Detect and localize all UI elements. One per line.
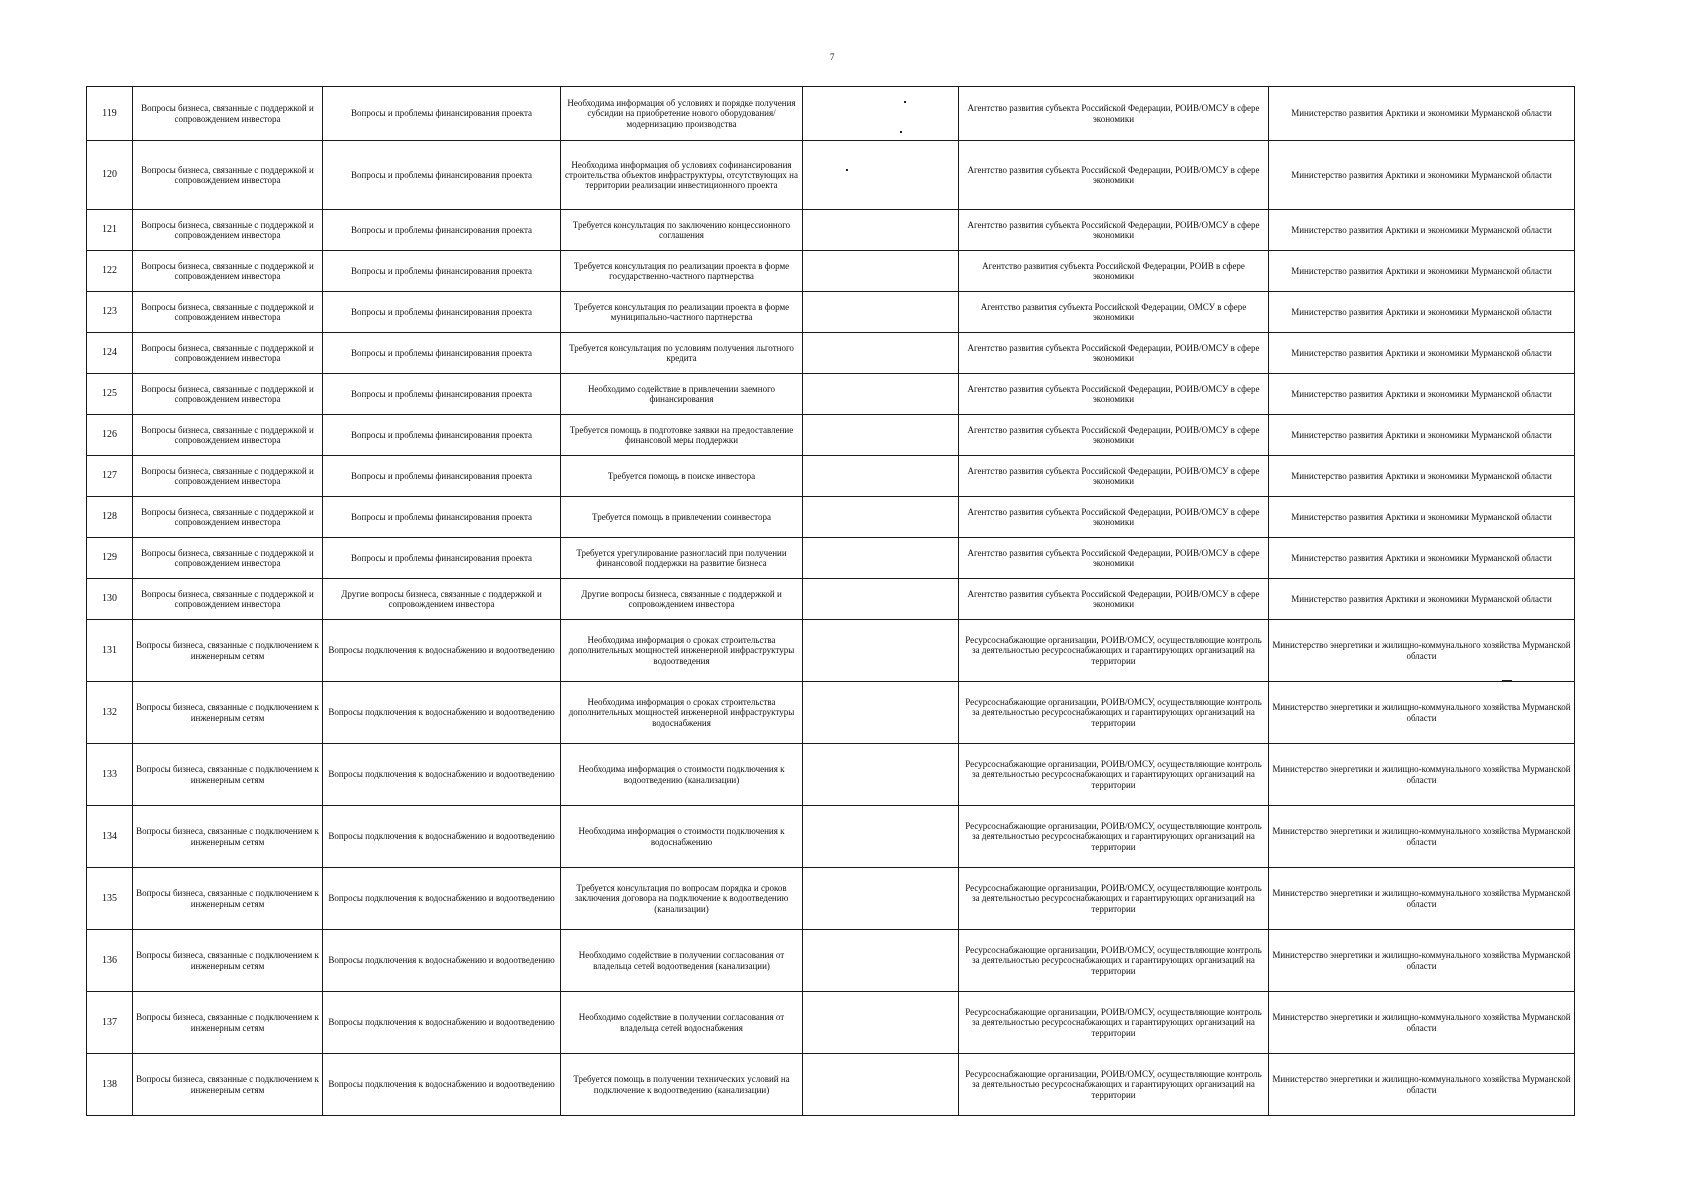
request-cell: Требуется консультация по вопросам порядка и сроков заключения договора на подключение к водоотведению (канализации) [561,868,803,930]
topic-cell: Вопросы и проблемы финансирования проекта [323,456,561,497]
row-number: 123 [87,292,133,333]
category-cell: Вопросы бизнеса, связанные с подключением к инженерным сетям [133,930,323,992]
row-number: 124 [87,333,133,374]
table-row [87,744,1575,806]
responsible-cell: Агентство развития субъекта Российской Федерации, РОИВ/ОМСУ в сфере экономики [959,87,1269,141]
empty-cell [803,141,959,210]
request-cell: Необходима информация об условиях софинансирования строительства объектов инфраструктуры, отсутствующих на территории реализации инвестиционного проекта [561,141,803,210]
row-number: 129 [87,538,133,579]
category-cell: Вопросы бизнеса, связанные с поддержкой и сопровождением инвестора [133,538,323,579]
request-cell: Необходима информация о сроках строительства дополнительных мощностей инженерной инфраструктуры водоснабжения [561,682,803,744]
registry-body [87,87,1575,1116]
table-row [87,87,1575,141]
ministry-cell: Министерство развития Арктики и экономики Мурманской области [1269,87,1575,141]
table-row [87,868,1575,930]
table-row [87,579,1575,620]
category-cell: Вопросы бизнеса, связанные с поддержкой и сопровождением инвестора [133,374,323,415]
row-number: 121 [87,210,133,251]
category-cell: Вопросы бизнеса, связанные с поддержкой и сопровождением инвестора [133,210,323,251]
responsible-cell: Агентство развития субъекта Российской Федерации, РОИВ/ОМСУ в сфере экономики [959,579,1269,620]
topic-cell: Вопросы подключения к водоснабжению и водоотведению [323,992,561,1054]
responsible-cell: Агентство развития субъекта Российской Федерации, РОИВ/ОМСУ в сфере экономики [959,141,1269,210]
topic-cell: Вопросы подключения к водоснабжению и водоотведению [323,744,561,806]
category-cell: Вопросы бизнеса, связанные с поддержкой и сопровождением инвестора [133,251,323,292]
topic-cell: Вопросы подключения к водоснабжению и водоотведению [323,682,561,744]
empty-cell [803,333,959,374]
ministry-cell: Министерство развития Арктики и экономики Мурманской области [1269,374,1575,415]
row-number: 131 [87,620,133,682]
ministry-cell: Министерство развития Арктики и экономики Мурманской области [1269,292,1575,333]
category-cell: Вопросы бизнеса, связанные с поддержкой и сопровождением инвестора [133,456,323,497]
table-row [87,141,1575,210]
table-row [87,806,1575,868]
topic-cell: Вопросы подключения к водоснабжению и водоотведению [323,868,561,930]
category-cell: Вопросы бизнеса, связанные с подключением к инженерным сетям [133,620,323,682]
table-row [87,292,1575,333]
empty-cell [803,292,959,333]
category-cell: Вопросы бизнеса, связанные с поддержкой и сопровождением инвестора [133,141,323,210]
row-number: 137 [87,992,133,1054]
ministry-cell: Министерство энергетики и жилищно-коммунального хозяйства Мурманской области [1269,1054,1575,1116]
request-cell: Требуется консультация по реализации проекта в форме государственно-частного партнерства [561,251,803,292]
responsible-cell: Ресурсоснабжающие организации, РОИВ/ОМСУ, осуществляющие контроль за деятельностью ресурсоснабжающих и гарантирующих организаций на территории [959,930,1269,992]
table-row [87,210,1575,251]
table-row [87,497,1575,538]
topic-cell: Вопросы и проблемы финансирования проекта [323,141,561,210]
category-cell: Вопросы бизнеса, связанные с поддержкой и сопровождением инвестора [133,87,323,141]
row-number: 122 [87,251,133,292]
request-cell: Требуется урегулирование разногласий при получении финансовой поддержки на развитие бизнеса [561,538,803,579]
responsible-cell: Ресурсоснабжающие организации, РОИВ/ОМСУ, осуществляющие контроль за деятельностью ресурсоснабжающих и гарантирующих организаций на территории [959,744,1269,806]
ministry-cell: Министерство энергетики и жилищно-коммунального хозяйства Мурманской области [1269,868,1575,930]
ministry-cell: Министерство энергетики и жилищно-коммунального хозяйства Мурманской области [1269,620,1575,682]
category-cell: Вопросы бизнеса, связанные с поддержкой и сопровождением инвестора [133,333,323,374]
row-number: 132 [87,682,133,744]
ministry-cell: Министерство развития Арктики и экономики Мурманской области [1269,141,1575,210]
topic-cell: Вопросы подключения к водоснабжению и водоотведению [323,806,561,868]
ministry-cell: Министерство развития Арктики и экономики Мурманской области [1269,210,1575,251]
category-cell: Вопросы бизнеса, связанные с поддержкой и сопровождением инвестора [133,579,323,620]
request-cell: Требуется консультация по реализации проекта в форме муниципально-частного партнерства [561,292,803,333]
request-cell: Необходима информация о сроках строительства дополнительных мощностей инженерной инфраструктуры водоотведения [561,620,803,682]
empty-cell [803,992,959,1054]
request-cell: Требуется консультация по условиям получения льготного кредита [561,333,803,374]
ministry-cell: Министерство развития Арктики и экономики Мурманской области [1269,579,1575,620]
ministry-cell: Министерство энергетики и жилищно-коммунального хозяйства Мурманской области [1269,806,1575,868]
request-cell: Требуется консультация по заключению концессионного соглашения [561,210,803,251]
request-cell: Требуется помощь в подготовке заявки на предоставление финансовой меры поддержки [561,415,803,456]
responsible-cell: Ресурсоснабжающие организации, РОИВ/ОМСУ, осуществляющие контроль за деятельностью ресурсоснабжающих и гарантирующих организаций на территории [959,1054,1269,1116]
request-cell: Требуется помощь в поиске инвестора [561,456,803,497]
empty-cell [803,620,959,682]
empty-cell [803,87,959,141]
ministry-cell: Министерство развития Арктики и экономики Мурманской области [1269,333,1575,374]
empty-cell [803,1054,959,1116]
table-row [87,456,1575,497]
ministry-cell: Министерство энергетики и жилищно-коммунального хозяйства Мурманской области [1269,930,1575,992]
category-cell: Вопросы бизнеса, связанные с подключением к инженерным сетям [133,992,323,1054]
category-cell: Вопросы бизнеса, связанные с подключением к инженерным сетям [133,682,323,744]
page-number: 7 [830,52,835,62]
row-number: 135 [87,868,133,930]
empty-cell [803,744,959,806]
ministry-cell: Министерство развития Арктики и экономики Мурманской области [1269,251,1575,292]
topic-cell: Вопросы и проблемы финансирования проекта [323,374,561,415]
responsible-cell: Ресурсоснабжающие организации, РОИВ/ОМСУ, осуществляющие контроль за деятельностью ресурсоснабжающих и гарантирующих организаций на территории [959,992,1269,1054]
ministry-cell: Министерство развития Арктики и экономики Мурманской области [1269,497,1575,538]
row-number: 136 [87,930,133,992]
row-number: 120 [87,141,133,210]
responsible-cell: Ресурсоснабжающие организации, РОИВ/ОМСУ, осуществляющие контроль за деятельностью ресурсоснабжающих и гарантирующих организаций на территории [959,806,1269,868]
responsible-cell: Ресурсоснабжающие организации, РОИВ/ОМСУ, осуществляющие контроль за деятельностью ресурсоснабжающих и гарантирующих организаций на территории [959,620,1269,682]
ministry-cell: Министерство развития Арктики и экономики Мурманской области [1269,538,1575,579]
empty-cell [803,497,959,538]
topic-cell: Вопросы и проблемы финансирования проекта [323,251,561,292]
row-number: 133 [87,744,133,806]
category-cell: Вопросы бизнеса, связанные с поддержкой и сопровождением инвестора [133,497,323,538]
row-number: 128 [87,497,133,538]
topic-cell: Вопросы и проблемы финансирования проекта [323,333,561,374]
request-cell: Требуется помощь в получении технических условий на подключение к водоотведению (канализации) [561,1054,803,1116]
empty-cell [803,210,959,251]
responsible-cell: Ресурсоснабжающие организации, РОИВ/ОМСУ, осуществляющие контроль за деятельностью ресурсоснабжающих и гарантирующих организаций на территории [959,682,1269,744]
table-row [87,992,1575,1054]
category-cell: Вопросы бизнеса, связанные с подключением к инженерным сетям [133,744,323,806]
request-cell: Необходимо содействие в привлечении заемного финансирования [561,374,803,415]
topic-cell: Вопросы и проблемы финансирования проекта [323,87,561,141]
row-number: 126 [87,415,133,456]
category-cell: Вопросы бизнеса, связанные с поддержкой и сопровождением инвестора [133,292,323,333]
responsible-cell: Агентство развития субъекта Российской Федерации, РОИВ/ОМСУ в сфере экономики [959,374,1269,415]
row-number: 138 [87,1054,133,1116]
empty-cell [803,579,959,620]
table-row [87,620,1575,682]
topic-cell: Вопросы подключения к водоснабжению и водоотведению [323,1054,561,1116]
ministry-cell: Министерство развития Арктики и экономики Мурманской области [1269,456,1575,497]
request-cell: Требуется помощь в привлечении соинвестора [561,497,803,538]
row-number: 134 [87,806,133,868]
table-row [87,333,1575,374]
category-cell: Вопросы бизнеса, связанные с подключением к инженерным сетям [133,806,323,868]
ministry-cell: Министерство энергетики и жилищно-коммунального хозяйства Мурманской области [1269,992,1575,1054]
topic-cell: Вопросы и проблемы финансирования проекта [323,538,561,579]
request-cell: Другие вопросы бизнеса, связанные с поддержкой и сопровождением инвестора [561,579,803,620]
request-cell: Необходима информация об условиях и порядке получения субсидии на приобретение нового оборудования/модернизацию производства [561,87,803,141]
table-row [87,538,1575,579]
empty-cell [803,538,959,579]
empty-cell [803,415,959,456]
registry-table [86,86,1575,1116]
topic-cell: Вопросы и проблемы финансирования проекта [323,497,561,538]
responsible-cell: Агентство развития субъекта Российской Федерации, РОИВ/ОМСУ в сфере экономики [959,497,1269,538]
category-cell: Вопросы бизнеса, связанные с подключением к инженерным сетям [133,868,323,930]
responsible-cell: Агентство развития субъекта Российской Федерации, РОИВ/ОМСУ в сфере экономики [959,538,1269,579]
ministry-cell: Министерство развития Арктики и экономики Мурманской области [1269,415,1575,456]
responsible-cell: Агентство развития субъекта Российской Федерации, РОИВ/ОМСУ в сфере экономики [959,415,1269,456]
category-cell: Вопросы бизнеса, связанные с подключением к инженерным сетям [133,1054,323,1116]
category-cell: Вопросы бизнеса, связанные с поддержкой и сопровождением инвестора [133,415,323,456]
empty-cell [803,682,959,744]
table-row [87,930,1575,992]
ministry-cell: Министерство энергетики и жилищно-коммунального хозяйства Мурманской области [1269,682,1575,744]
responsible-cell: Агентство развития субъекта Российской Федерации, РОИВ в сфере экономики [959,251,1269,292]
empty-cell [803,930,959,992]
request-cell: Необходима информация о стоимости подключения к водоснабжению [561,806,803,868]
table-row [87,682,1575,744]
table-row [87,251,1575,292]
row-number: 125 [87,374,133,415]
topic-cell: Вопросы подключения к водоснабжению и водоотведению [323,620,561,682]
responsible-cell: Агентство развития субъекта Российской Федерации, РОИВ/ОМСУ в сфере экономики [959,333,1269,374]
topic-cell: Вопросы и проблемы финансирования проекта [323,415,561,456]
topic-cell: Вопросы и проблемы финансирования проекта [323,292,561,333]
empty-cell [803,251,959,292]
request-cell: Необходима информация о стоимости подключения к водоотведению (канализации) [561,744,803,806]
responsible-cell: Агентство развития субъекта Российской Федерации, ОМСУ в сфере экономики [959,292,1269,333]
empty-cell [803,806,959,868]
request-cell: Необходимо содействие в получении согласования от владельца сетей водоотведения (канализации) [561,930,803,992]
empty-cell [803,456,959,497]
topic-cell: Вопросы и проблемы финансирования проекта [323,210,561,251]
row-number: 127 [87,456,133,497]
empty-cell [803,374,959,415]
row-number: 130 [87,579,133,620]
responsible-cell: Агентство развития субъекта Российской Федерации, РОИВ/ОМСУ в сфере экономики [959,210,1269,251]
table-row [87,415,1575,456]
responsible-cell: Агентство развития субъекта Российской Федерации, РОИВ/ОМСУ в сфере экономики [959,456,1269,497]
topic-cell: Вопросы подключения к водоснабжению и водоотведению [323,930,561,992]
table-row [87,374,1575,415]
row-number: 119 [87,87,133,141]
table-row [87,1054,1575,1116]
topic-cell: Другие вопросы бизнеса, связанные с поддержкой и сопровождением инвестора [323,579,561,620]
responsible-cell: Ресурсоснабжающие организации, РОИВ/ОМСУ, осуществляющие контроль за деятельностью ресурсоснабжающих и гарантирующих организаций на территории [959,868,1269,930]
request-cell: Необходимо содействие в получении согласования от владельца сетей водоснабжения [561,992,803,1054]
ministry-cell: Министерство энергетики и жилищно-коммунального хозяйства Мурманской области [1269,744,1575,806]
empty-cell [803,868,959,930]
